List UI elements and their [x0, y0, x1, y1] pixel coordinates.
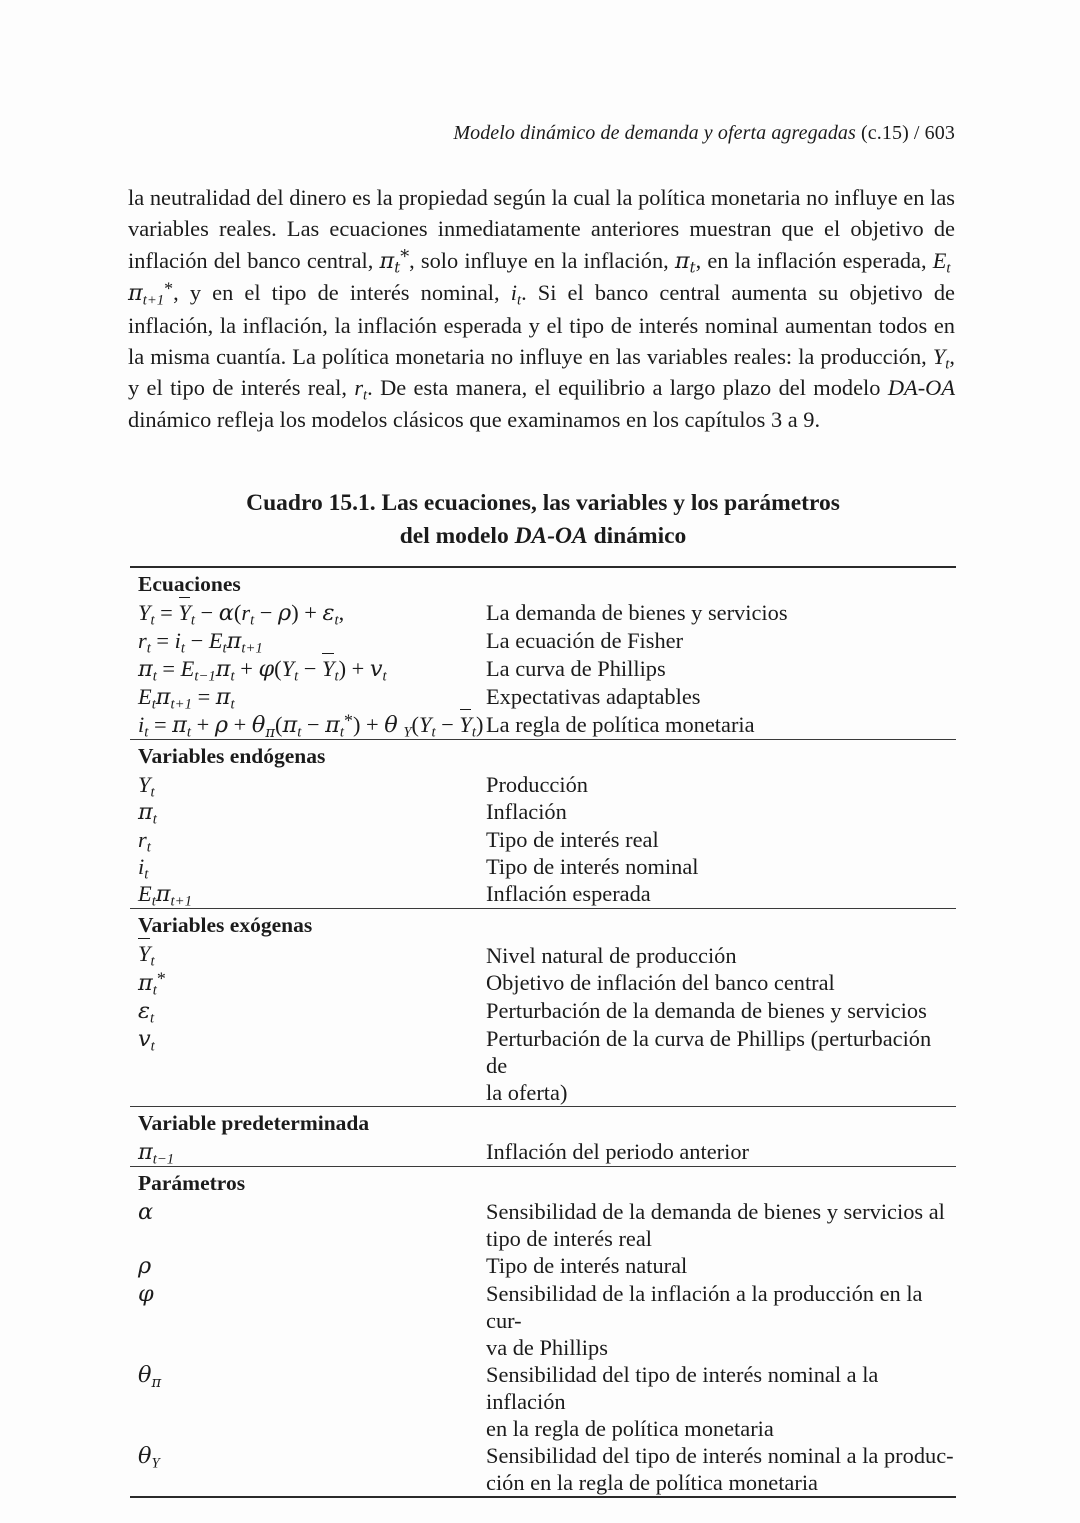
symbol-r-t: $r_t$: [138, 827, 151, 856]
math-r-t: $r_t$: [354, 375, 368, 405]
variable-desc-line-2: la oferta): [486, 1080, 568, 1105]
table-row: [130, 997, 956, 1025]
equation-desc: Expectativas adaptables: [486, 684, 701, 709]
variable-desc: Objetivo de inflación del banco central: [486, 970, 835, 995]
table-row: [130, 1198, 956, 1252]
equation-desc: La curva de Phillips: [486, 656, 666, 681]
symbol-i-t: $i_t$: [138, 854, 149, 883]
parameter-desc: [486, 1442, 956, 1496]
parameter-desc: Tipo de interés natural: [486, 1253, 688, 1278]
parameter-desc-line-2: va de Phillips: [486, 1335, 608, 1360]
equation-fisher: $r_t = i_t - E_t\pi_{t+1}$: [138, 628, 263, 657]
table-row: [130, 1138, 956, 1166]
table-row: [130, 853, 956, 883]
equation-expectativas: $E_t\pi_{t+1} = \pi_t$: [138, 684, 235, 713]
section-rows-ecuaciones: [130, 599, 956, 739]
symbol-alpha: α: [138, 1199, 154, 1225]
body-seg-6: , y el tipo de interés real,: [128, 344, 955, 401]
parameter-desc: [486, 1280, 956, 1361]
symbol-theta-pi: $\theta_\pi$: [138, 1362, 162, 1391]
table-row: [130, 880, 956, 908]
parameter-desc: [486, 1198, 956, 1252]
math-i-t: $i_t$: [510, 280, 522, 309]
symbol-Y-bar-t: $Y_t$: [138, 941, 155, 970]
parameter-desc-line-2: tipo de interés real: [486, 1226, 652, 1251]
section-heading-variables-endogenas: Variables endógenas: [138, 744, 326, 768]
caption-line2-prefix: del modelo: [399, 523, 515, 549]
table-row: [130, 599, 956, 627]
table-row: [130, 969, 956, 997]
body-text-block: [128, 182, 955, 435]
equation-desc: La ecuación de Fisher: [486, 628, 684, 653]
table-cuadro-15-1: [130, 566, 956, 1498]
section-rows-exogenas: [130, 940, 956, 1106]
variable-desc: Inflación del periodo anterior: [486, 1139, 749, 1164]
math-E-t-pi-t1-star: $E_t$ $\pi_{t+1}^*$: [128, 247, 951, 309]
table-caption-line-1: Cuadro 15.1. Las ecuaciones, las variables y los parámetros: [246, 490, 840, 516]
table-row: [130, 1361, 956, 1442]
caption-line2-suffix: dinámico: [587, 523, 687, 549]
section-heading-variable-predeterminada: Variable predeterminada: [138, 1111, 370, 1135]
symbol-rho: ρ: [138, 1253, 152, 1279]
table-row: [130, 771, 956, 801]
equation-phillips: $\pi_t = E_{t-1}\pi_t + \varphi(Y_t - Y_t) + v_t$: [138, 656, 387, 685]
body-seg-5: . Si el banco central aumenta su objetivo de inflación, la inflación, la inflación esperada y el tipo de interés nominal aumentan todos en la misma cuantía. La política monetaria no influye en las variables reales: la producción,: [128, 280, 955, 370]
section-heading-parametros: Parámetros: [138, 1171, 246, 1195]
table-row: [130, 826, 956, 856]
parameter-desc: [486, 1361, 956, 1442]
symbol-theta-Y: $\theta_Y$: [138, 1443, 160, 1472]
variable-desc: Producción: [486, 772, 588, 797]
variable-desc: Inflación: [486, 799, 567, 824]
symbol-v-t: $v_t$: [138, 1026, 155, 1055]
parameter-desc-line-2: en la regla de política monetaria: [486, 1416, 774, 1441]
symbol-Y-t: $Y_t$: [138, 772, 155, 801]
symbol-epsilon-t: $\varepsilon_t$: [138, 998, 155, 1027]
symbol-phi: φ: [138, 1281, 154, 1307]
parameter-desc-line-1: Sensibilidad del tipo de interés nominal a la produc-: [486, 1443, 954, 1468]
body-seg-4: , y en el tipo de interés nominal,: [173, 280, 511, 306]
section-rows-parametros: [130, 1198, 956, 1496]
section-heading-variables-exogenas: Variables exógenas: [138, 913, 313, 937]
table-row: [130, 683, 956, 711]
body-seg-3: , en la inflación esperada,: [695, 247, 933, 273]
parameter-desc-line-1: Sensibilidad de la inflación a la producción en la cur-: [486, 1281, 923, 1333]
symbol-pi-t: $\pi_t$: [138, 799, 157, 828]
variable-desc: Tipo de interés real: [486, 827, 659, 852]
variable-desc: Tipo de interés nominal: [486, 854, 699, 879]
table-row: [130, 1252, 956, 1280]
section-rows-endogenas: [130, 771, 956, 908]
table-rule-bottom: [130, 1496, 956, 1498]
running-head-folio: (c.15) / 603: [861, 122, 955, 144]
section-heading-ecuaciones: Ecuaciones: [138, 572, 241, 596]
equation-desc: La regla de política monetaria: [486, 712, 755, 737]
variable-desc: Nivel natural de producción: [486, 943, 737, 968]
body-seg-7: . De esta manera, el equilibrio a largo plazo del modelo: [367, 375, 888, 401]
table-row: [130, 627, 956, 655]
math-pi-star-t: $\pi_t^*$: [379, 246, 410, 277]
running-head-title: Modelo dinámico de demanda y oferta agregadas: [453, 122, 856, 144]
table-row: [130, 655, 956, 683]
body-seg-1: la neutralidad del dinero es la propiedad según la cual la política monetaria no influye en las variables reales. Las ecuaciones inmediatamente anteriores muestran que el objetivo de inflación del banco central,: [128, 185, 955, 273]
caption-model-name: DA-OA: [514, 523, 588, 549]
table-row: [130, 1025, 956, 1106]
variable-desc: Inflación esperada: [486, 881, 651, 906]
parameter-desc-line-1: Sensibilidad de la demanda de bienes y servicios al: [486, 1199, 945, 1224]
symbol-pi-t-minus-1: $\pi_{t-1}$: [138, 1139, 175, 1168]
table-row: [130, 711, 956, 739]
table-row: [130, 1442, 956, 1496]
table-row: [130, 798, 956, 826]
table-caption-line-2: [128, 520, 958, 553]
equation-desc: La demanda de bienes y servicios: [486, 600, 788, 625]
symbol-E-pi-t1: $E_t\pi_{t+1}$: [138, 881, 192, 910]
table-caption: [128, 487, 958, 553]
body-paragraph: [128, 182, 955, 435]
parameter-desc-line-1: Sensibilidad del tipo de interés nominal a la inflación: [486, 1362, 879, 1414]
symbol-pi-star-t: $\pi_t^*$: [138, 968, 166, 999]
body-seg-9: dinámico refleja los modelos clásicos que examinamos en los capítulos 3 a 9.: [128, 406, 821, 432]
body-seg-2: , solo influye en la inflación,: [409, 247, 675, 273]
math-pi-t: $\pi_t$: [674, 247, 696, 277]
variable-desc-line-1: Perturbación de la curva de Phillips (perturbación de: [486, 1026, 932, 1078]
parameter-desc-line-2: ción en la regla de política monetaria: [486, 1470, 818, 1495]
model-name-da-oa: DA-OA: [887, 375, 955, 401]
table-row: [130, 1280, 956, 1361]
variable-desc: [486, 1025, 956, 1106]
section-rows-predeterminada: [130, 1138, 956, 1166]
equation-regla-politica: $i_t = \pi_t + \rho + \theta_\pi(\pi_t - \pi_t^*) + \theta$ $_Y(Y_t - Y_t)$: [138, 710, 484, 741]
table-row: [130, 940, 956, 969]
running-head: [453, 122, 955, 145]
equation-demanda: $Y_t = Y_t - \alpha(r_t - \rho) + \varepsilon_t$,: [138, 600, 345, 629]
math-Y-t: $Y_t$: [932, 344, 950, 373]
variable-desc: Perturbación de la demanda de bienes y servicios: [486, 998, 927, 1023]
